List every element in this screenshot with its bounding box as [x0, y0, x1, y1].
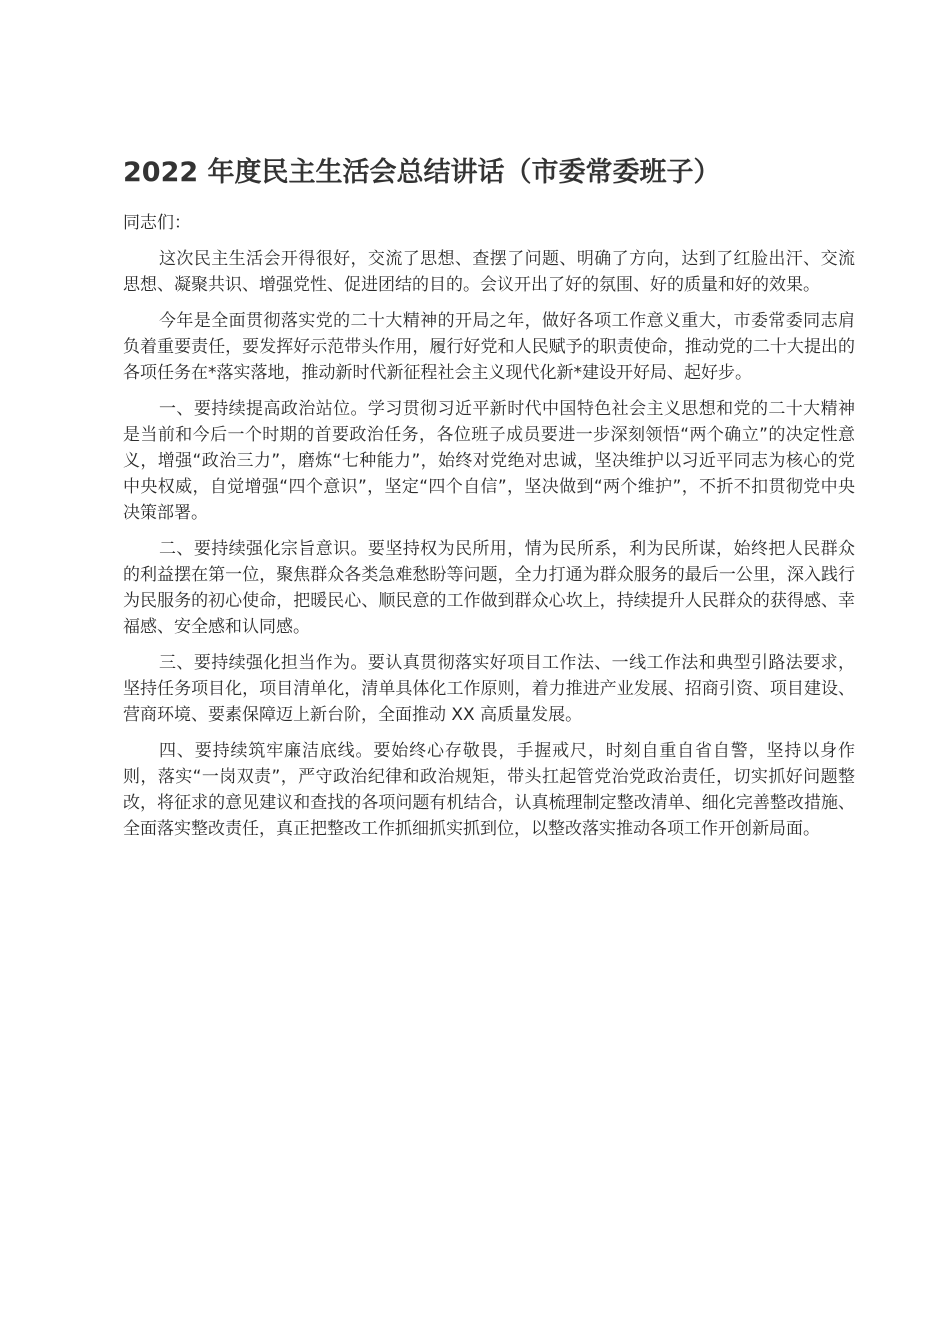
document-title: 2022 年度民主生活会总结讲话（市委常委班子）: [123, 157, 721, 188]
paragraph-opening: 这次民主生活会开得很好，交流了思想、查摆了问题、明确了方向，达到了红脸出汗、交流思想、凝聚共识、增强党性、促进团结的目的。会议开出了好的氛围、好的质量和好的效果。: [123, 249, 855, 295]
salutation: 同志们：: [123, 213, 191, 233]
paragraph-point-one: 一、要持续提高政治站位。学习贯彻习近平新时代中国特色社会主义思想和党的二十大精神是当前和今后一个时期的首要政治任务，各位班子成员要进一步深刻领悟“两个确立”的决定性意义，增强“政治三力”，磨炼“七种能力”，始终对党绝对忠诚，坚决维护以习近平同志为核心的党中央权威，自觉增强“四个意识”，坚定“四个自信”，坚决做到“两个维护”，不折不扣贯彻党中央决策部署。: [123, 399, 855, 523]
paragraph-background: 今年是全面贯彻落实党的二十大精神的开局之年，做好各项工作意义重大，市委常委同志肩负着重要责任，要发挥好示范带头作用，履行好党和人民赋予的职责使命，推动党的二十大提出的各项任务在*落实落地，推动新时代新征程社会主义现代化新*建设开好局、起好步。: [123, 311, 855, 383]
document-body: [123, 150, 855, 852]
paragraph-point-three: 三、要持续强化担当作为。要认真贯彻落实好项目工作法、一线工作法和典型引路法要求，坚持任务项目化，项目清单化，清单具体化工作原则，着力推进产业发展、招商引资、项目建设、营商环境、要素保障迈上新台阶，全面推动 XX 高质量发展。: [123, 653, 855, 725]
paragraph-point-four: 四、要持续筑牢廉洁底线。要始终心存敬畏，手握戒尺，时刻自重自省自警，坚持以身作则，落实“一岗双责”，严守政治纪律和政治规矩，带头扛起管党治党政治责任，切实抓好问题整改，将征求的意见建议和查找的各项问题有机结合，认真梳理制定整改清单、细化完善整改措施、全面落实整改责任，真正把整改工作抓细抓实抓到位，以整改落实推动各项工作开创新局面。: [123, 741, 855, 839]
paragraph-point-two: 二、要持续强化宗旨意识。要坚持权为民所用，情为民所系，利为民所谋，始终把人民群众的利益摆在第一位，聚焦群众各类急难愁盼等问题，全力打通为群众服务的最后一公里，深入践行为民服务的初心使命，把暖民心、顺民意的工作做到群众心坎上，持续提升人民群众的获得感、幸福感、安全感和认同感。: [123, 539, 855, 637]
